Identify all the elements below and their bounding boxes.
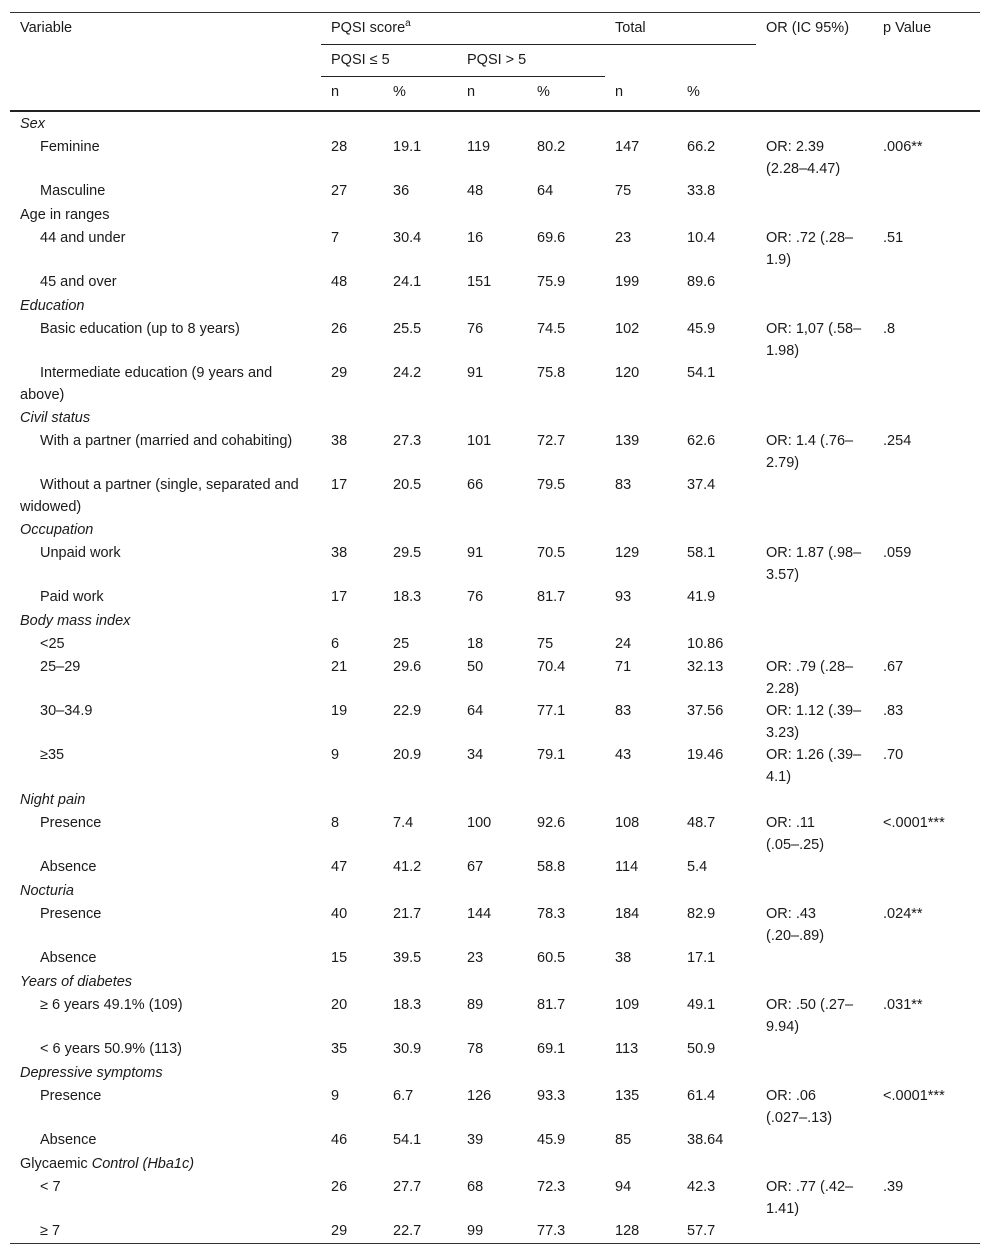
cell-p1: 54.1 (393, 1132, 422, 1148)
cell-or (756, 1129, 873, 1152)
cell-or: OR: 1.4 (.76–2.79) (766, 433, 854, 471)
cell-pt: 19.46 (687, 747, 724, 763)
section-row (10, 879, 980, 903)
cell-n1: 48 (331, 274, 348, 290)
col-p: p Value (883, 20, 932, 36)
cell-n2: 39 (467, 1132, 484, 1148)
cell-p2: 72.3 (537, 1179, 566, 1195)
cell-n1: 46 (331, 1132, 348, 1148)
table-row (10, 474, 980, 518)
cell-or: OR: .77 (.42–1.41) (766, 1179, 854, 1217)
cell-n2: 78 (467, 1041, 484, 1057)
table-row (10, 947, 980, 970)
cell-p1: 36 (393, 183, 410, 199)
col-nt: n (605, 77, 677, 112)
cell-pv: .83 (883, 703, 904, 719)
table-row (10, 856, 980, 879)
cell-or: OR: .72 (.28–1.9) (766, 230, 854, 268)
col-total: Total (605, 13, 756, 45)
cell-p2: 81.7 (537, 997, 566, 1013)
cell-pv (873, 856, 980, 879)
cell-nt: 147 (615, 139, 640, 155)
pqsi-score-label: PQSI score (331, 20, 406, 36)
cell-n2: 100 (467, 815, 492, 831)
cell-label: < 7 (40, 1179, 61, 1195)
cell-nt: 109 (615, 997, 640, 1013)
cell-pt: 38.64 (687, 1132, 724, 1148)
col-pct1: % (383, 77, 457, 112)
section-title-italic: Control (Hba1c) (91, 1156, 195, 1172)
cell-nt: 43 (615, 747, 632, 763)
cell-pt: 48.7 (687, 815, 716, 831)
cell-n2: 144 (467, 906, 492, 922)
section-title (10, 111, 980, 136)
cell-pv: <.0001*** (883, 815, 945, 831)
table-row (10, 1085, 980, 1129)
cell-nt: 114 (615, 859, 639, 875)
cell-n2: 23 (467, 950, 484, 966)
cell-nt: 129 (615, 545, 640, 561)
cell-n1: 8 (331, 815, 340, 831)
cell-or (756, 362, 873, 406)
table-row (10, 542, 980, 586)
section-row (10, 203, 980, 227)
cell-n1: 27 (331, 183, 348, 199)
cell-nt: 94 (615, 1179, 632, 1195)
cell-nt: 102 (615, 321, 640, 337)
cell-n2: 91 (467, 365, 484, 381)
cell-nt: 199 (615, 274, 640, 290)
cell-label: Absence (40, 950, 97, 966)
cell-n1: 38 (331, 545, 348, 561)
cell-p1: 24.2 (393, 365, 422, 381)
cell-label: Intermediate education (9 years and above) (20, 365, 273, 403)
cell-or: OR: 1.87 (.98–3.57) (766, 545, 862, 583)
cell-pt: 82.9 (687, 906, 716, 922)
cell-nt: 108 (615, 815, 640, 831)
cell-or (756, 633, 873, 656)
col-pqsi-gt5: PQSI > 5 (457, 45, 605, 77)
cell-n2: 64 (467, 703, 484, 719)
cell-n2: 34 (467, 747, 484, 763)
cell-pv (873, 633, 980, 656)
cell-pv: .059 (883, 545, 912, 561)
section-title (10, 406, 980, 430)
cell-pt: 50.9 (687, 1041, 716, 1057)
cell-p1: 29.5 (393, 545, 422, 561)
cell-or (756, 1220, 873, 1244)
cell-label: 45 and over (40, 274, 117, 290)
table-row (10, 700, 980, 744)
cell-nt: 85 (615, 1132, 632, 1148)
cell-nt: 184 (615, 906, 640, 922)
cell-p1: 22.7 (393, 1223, 422, 1239)
section-title-text: Occupation (20, 522, 94, 538)
cell-p2: 70.4 (537, 659, 566, 675)
header-row-2 (10, 45, 980, 77)
cell-n1: 15 (331, 950, 348, 966)
cell-n1: 17 (331, 589, 348, 605)
col-pqsi-score (321, 13, 605, 45)
cell-label: Presence (40, 906, 102, 922)
cell-n2: 151 (467, 274, 492, 290)
cell-p1: 20.9 (393, 747, 422, 763)
cell-p2: 75 (537, 636, 554, 652)
cell-nt: 135 (615, 1088, 640, 1104)
cell-or: OR: 1,07 (.58–1.98) (766, 321, 862, 359)
section-title-text: Age in ranges (20, 207, 110, 223)
section-row (10, 111, 980, 136)
cell-p1: 30.4 (393, 230, 422, 246)
table-row (10, 1129, 980, 1152)
cell-pv (873, 1038, 980, 1061)
cell-n2: 101 (467, 433, 492, 449)
cell-label: Feminine (40, 139, 100, 155)
table-row (10, 1038, 980, 1061)
pqsi-score-footnote: a (405, 18, 411, 30)
cell-label: ≥ 7 (40, 1223, 61, 1239)
cell-n2: 67 (467, 859, 484, 875)
section-row (10, 609, 980, 633)
section-row (10, 406, 980, 430)
cell-p1: 29.6 (393, 659, 422, 675)
cell-label: ≥ 6 years 49.1% (109) (40, 997, 183, 1013)
cell-nt: 83 (615, 703, 632, 719)
cell-p2: 78.3 (537, 906, 566, 922)
cell-pv: .024** (883, 906, 923, 922)
cell-nt: 75 (615, 183, 632, 199)
cell-label: Absence (40, 859, 97, 875)
cell-p1: 25 (393, 636, 410, 652)
cell-n1: 26 (331, 321, 348, 337)
cell-pt: 32.13 (687, 659, 724, 675)
cell-nt: 120 (615, 365, 640, 381)
cell-or: OR: .43 (.20–.89) (766, 906, 825, 944)
cell-p2: 64 (537, 183, 554, 199)
cell-nt: 83 (615, 477, 632, 493)
cell-p1: 7.4 (393, 815, 414, 831)
cell-n1: 29 (331, 365, 348, 381)
section-title (10, 879, 980, 903)
cell-n1: 35 (331, 1041, 348, 1057)
section-title-text: Body mass index (20, 613, 131, 629)
cell-label: Unpaid work (40, 545, 121, 561)
col-or: OR (IC 95%) (766, 20, 850, 36)
cell-p2: 80.2 (537, 139, 566, 155)
cell-p2: 69.6 (537, 230, 566, 246)
cell-p2: 92.6 (537, 815, 566, 831)
cell-pt: 45.9 (687, 321, 716, 337)
cell-nt: 93 (615, 589, 632, 605)
cell-n2: 16 (467, 230, 484, 246)
cell-n2: 99 (467, 1223, 484, 1239)
cell-pt: 37.56 (687, 703, 724, 719)
cell-nt: 113 (615, 1041, 639, 1057)
section-title-text: Education (20, 298, 85, 314)
cell-p1: 30.9 (393, 1041, 422, 1057)
cell-n1: 29 (331, 1223, 348, 1239)
cell-label: <25 (40, 636, 65, 652)
table-row (10, 812, 980, 856)
cell-pv (873, 362, 980, 406)
cell-p2: 74.5 (537, 321, 566, 337)
cell-pv (873, 1220, 980, 1244)
cell-or (756, 271, 873, 294)
cell-n2: 50 (467, 659, 484, 675)
cell-p1: 21.7 (393, 906, 422, 922)
section-title (10, 518, 980, 542)
table-row (10, 656, 980, 700)
cell-n1: 9 (331, 747, 340, 763)
cell-pv (873, 586, 980, 609)
table-row (10, 362, 980, 406)
cell-or: OR: 1.26 (.39–4.1) (766, 747, 862, 785)
cell-p2: 79.5 (537, 477, 566, 493)
cell-pt: 37.4 (687, 477, 716, 493)
cell-p1: 24.1 (393, 274, 422, 290)
section-title (10, 609, 980, 633)
cell-pt: 42.3 (687, 1179, 716, 1195)
section-title (10, 203, 980, 227)
cell-or (756, 856, 873, 879)
section-row (10, 294, 980, 318)
cell-n1: 28 (331, 139, 348, 155)
cell-p1: 25.5 (393, 321, 422, 337)
section-row (10, 1061, 980, 1085)
cell-label: Presence (40, 1088, 102, 1104)
cell-n2: 66 (467, 477, 484, 493)
section-title-text: Civil status (20, 410, 91, 426)
cell-n2: 91 (467, 545, 484, 561)
cell-pv: .70 (883, 747, 904, 763)
cell-p2: 81.7 (537, 589, 566, 605)
cell-n1: 47 (331, 859, 348, 875)
cell-pt: 5.4 (687, 859, 708, 875)
table-row (10, 180, 980, 203)
cell-or: OR: .11 (.05–.25) (766, 815, 825, 853)
section-title (10, 1152, 980, 1176)
cell-n1: 40 (331, 906, 348, 922)
cell-label: Paid work (40, 589, 104, 605)
cell-pt: 49.1 (687, 997, 716, 1013)
table-row (10, 271, 980, 294)
col-pct2: % (527, 77, 605, 112)
cell-pv: <.0001*** (883, 1088, 945, 1104)
col-pqsi-le5: PQSI ≤ 5 (321, 45, 457, 77)
section-row (10, 518, 980, 542)
cell-pv: .51 (883, 230, 904, 246)
section-row (10, 970, 980, 994)
cell-n1: 7 (331, 230, 340, 246)
cell-label: Presence (40, 815, 102, 831)
table-body (10, 111, 980, 1244)
cell-n2: 18 (467, 636, 484, 652)
cell-p1: 18.3 (393, 997, 422, 1013)
cell-or: OR: 2.39 (2.28–4.47) (766, 139, 841, 177)
cell-pv (873, 271, 980, 294)
cell-pv: .254 (883, 433, 912, 449)
cell-n2: 126 (467, 1088, 492, 1104)
table-row (10, 586, 980, 609)
cell-pt: 66.2 (687, 139, 716, 155)
table-row (10, 744, 980, 788)
cell-n2: 76 (467, 321, 484, 337)
cell-p2: 45.9 (537, 1132, 566, 1148)
cell-n1: 20 (331, 997, 348, 1013)
cell-pv: .39 (883, 1179, 904, 1195)
cell-n1: 6 (331, 636, 340, 652)
cell-label: 30–34.9 (40, 703, 93, 719)
cell-p1: 20.5 (393, 477, 422, 493)
col-n1: n (321, 77, 383, 112)
cell-p1: 41.2 (393, 859, 422, 875)
cell-nt: 71 (615, 659, 632, 675)
cell-pt: 89.6 (687, 274, 716, 290)
cell-p1: 22.9 (393, 703, 422, 719)
header-row-3 (10, 77, 980, 112)
cell-label: < 6 years 50.9% (113) (40, 1041, 182, 1057)
col-variable: Variable (20, 20, 73, 36)
cell-p2: 77.1 (537, 703, 566, 719)
cell-or (756, 586, 873, 609)
cell-or (756, 474, 873, 518)
section-title (10, 788, 980, 812)
cell-p2: 75.9 (537, 274, 566, 290)
cell-pt: 33.8 (687, 183, 716, 199)
cell-label: With a partner (married and cohabiting) (40, 433, 293, 449)
results-table (10, 12, 980, 1244)
section-row (10, 1152, 980, 1176)
col-n2: n (457, 77, 527, 112)
section-title-text: Depressive symptoms (20, 1065, 163, 1081)
cell-pt: 54.1 (687, 365, 716, 381)
cell-pt: 10.4 (687, 230, 716, 246)
cell-p2: 69.1 (537, 1041, 566, 1057)
cell-pv: .67 (883, 659, 904, 675)
cell-label: Basic education (up to 8 years) (40, 321, 240, 337)
cell-pv: .006** (883, 139, 923, 155)
cell-n2: 89 (467, 997, 484, 1013)
cell-or (756, 947, 873, 970)
cell-pt: 62.6 (687, 433, 716, 449)
cell-p2: 70.5 (537, 545, 566, 561)
cell-label: ≥35 (40, 747, 65, 763)
section-title (10, 294, 980, 318)
cell-pv: .031** (883, 997, 923, 1013)
cell-label: Masculine (40, 183, 106, 199)
cell-p2: 75.8 (537, 365, 566, 381)
header-row-1 (10, 13, 980, 45)
cell-p2: 93.3 (537, 1088, 566, 1104)
cell-p2: 77.3 (537, 1223, 566, 1239)
cell-pt: 57.7 (687, 1223, 716, 1239)
section-title-text: Night pain (20, 792, 86, 808)
cell-nt: 139 (615, 433, 640, 449)
cell-p2: 58.8 (537, 859, 566, 875)
cell-nt: 128 (615, 1223, 640, 1239)
cell-n2: 68 (467, 1179, 484, 1195)
cell-pv (873, 947, 980, 970)
cell-pt: 58.1 (687, 545, 716, 561)
cell-pv: .8 (883, 321, 896, 337)
cell-pt: 17.1 (687, 950, 716, 966)
cell-p1: 27.3 (393, 433, 422, 449)
table-row (10, 318, 980, 362)
cell-pt: 41.9 (687, 589, 716, 605)
cell-pt: 10.86 (687, 636, 724, 652)
table-row (10, 994, 980, 1038)
cell-n1: 19 (331, 703, 348, 719)
cell-or: OR: .79 (.28–2.28) (766, 659, 854, 697)
cell-label: 44 and under (40, 230, 126, 246)
cell-or: OR: .50 (.27–9.94) (766, 997, 854, 1035)
cell-pv (873, 474, 980, 518)
table-row (10, 633, 980, 656)
section-row (10, 788, 980, 812)
cell-pv (873, 1129, 980, 1152)
cell-p1: 18.3 (393, 589, 422, 605)
cell-label: Without a partner (single, separated and widowed) (20, 477, 299, 515)
section-title-text: Nocturia (20, 883, 74, 899)
cell-nt: 24 (615, 636, 632, 652)
cell-p2: 79.1 (537, 747, 566, 763)
cell-p1: 19.1 (393, 139, 422, 155)
table-row (10, 136, 980, 180)
section-title-text: Sex (20, 116, 45, 132)
col-pctt: % (677, 77, 756, 112)
cell-or (756, 180, 873, 203)
cell-or: OR: .06 (.027–.13) (766, 1088, 833, 1126)
section-title-text: Glycaemic (20, 1156, 92, 1172)
cell-nt: 23 (615, 230, 632, 246)
cell-p1: 27.7 (393, 1179, 422, 1195)
cell-p1: 39.5 (393, 950, 422, 966)
cell-label: Absence (40, 1132, 97, 1148)
cell-n2: 76 (467, 589, 484, 605)
cell-or (756, 1038, 873, 1061)
cell-p2: 72.7 (537, 433, 566, 449)
section-title (10, 1061, 980, 1085)
cell-p1: 6.7 (393, 1088, 414, 1104)
table-row (10, 1176, 980, 1220)
cell-n1: 9 (331, 1088, 340, 1104)
cell-n2: 48 (467, 183, 484, 199)
cell-n1: 26 (331, 1179, 348, 1195)
section-title-text: Years of diabetes (20, 974, 133, 990)
cell-n1: 21 (331, 659, 348, 675)
cell-p2: 60.5 (537, 950, 566, 966)
section-title (10, 970, 980, 994)
cell-pv (873, 180, 980, 203)
cell-label: 25–29 (40, 659, 81, 675)
cell-n1: 17 (331, 477, 348, 493)
cell-n1: 38 (331, 433, 348, 449)
table-row (10, 227, 980, 271)
cell-or: OR: 1.12 (.39–3.23) (766, 703, 862, 741)
cell-n2: 119 (467, 139, 491, 155)
table-row (10, 1220, 980, 1244)
cell-pt: 61.4 (687, 1088, 716, 1104)
table-row (10, 430, 980, 474)
cell-nt: 38 (615, 950, 632, 966)
table-row (10, 903, 980, 947)
